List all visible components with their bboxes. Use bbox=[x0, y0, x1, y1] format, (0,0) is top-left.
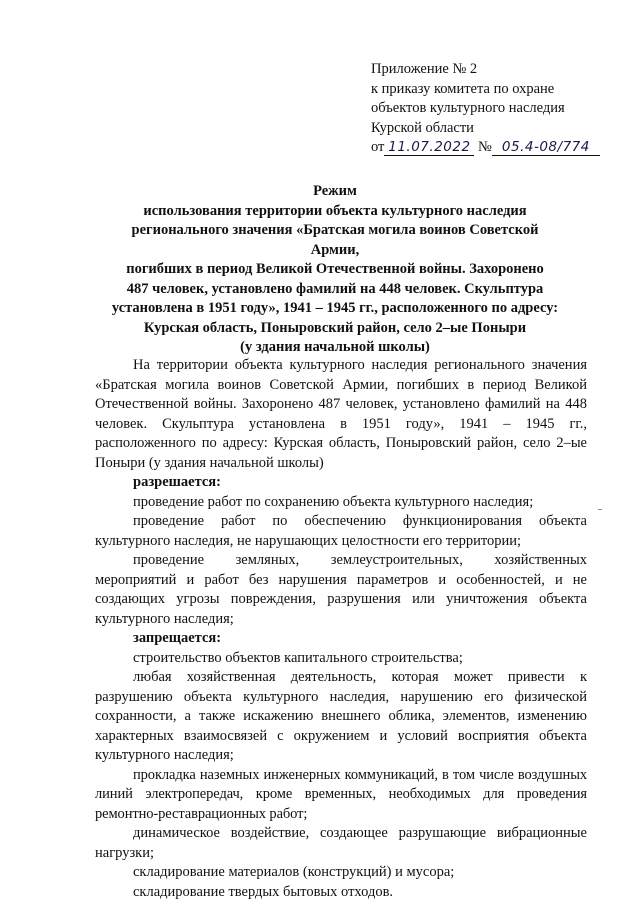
from-label: от bbox=[371, 139, 385, 155]
region-name: Курской области bbox=[371, 119, 474, 136]
title-line: Режим bbox=[313, 183, 357, 199]
document-title bbox=[110, 182, 560, 358]
order-reference: к приказу комитета по охране bbox=[371, 80, 555, 97]
title-line: установлена в 1951 году», 1941 – 1945 гг., расположенного по адресу: bbox=[111, 300, 559, 316]
title-line: (у здания начальной школы) bbox=[240, 339, 430, 355]
forbidden-item: динамическое воздействие, создающее разрушающие вибрационные нагрузки; bbox=[95, 825, 587, 861]
order-date-number bbox=[371, 138, 631, 158]
handwritten-number: 05.4-08/774 bbox=[501, 139, 590, 155]
forbidden-item: складирование твердых бытовых отходов. bbox=[133, 883, 394, 900]
allowed-item: проведение работ по сохранению объекта культурного наследия; bbox=[133, 493, 534, 510]
forbidden-item: складирование материалов (конструкций) и мусора; bbox=[133, 864, 455, 880]
forbidden-item: прокладка наземных инженерных коммуникаций, в том числе воздушных линий электропередач, кроме временных, необходимых для проведения ремонтно-реставрационных работ; bbox=[95, 766, 587, 822]
allowed-heading: разрешается: bbox=[133, 474, 221, 490]
appendix-header bbox=[371, 60, 631, 158]
committee-name: объектов культурного наследия bbox=[371, 100, 565, 116]
title-line: Курская область, Поныровский район, село 2–ые Поныри bbox=[143, 319, 527, 336]
order-number-field bbox=[492, 140, 600, 156]
title-line: регионального значения «Братская могила воинов Советской Армии, bbox=[131, 222, 539, 258]
number-sign: № bbox=[478, 139, 492, 155]
scan-mark bbox=[598, 509, 602, 510]
document-body bbox=[95, 356, 587, 902]
appendix-number: Приложение № 2 bbox=[371, 61, 478, 77]
allowed-item: проведение земляных, землеустроительных, хозяйственных мероприятий и работ без нарушения параметров и особенностей, и не создающих угрозы повреждения, разрушения или уничтожения объекта культурного наследия; bbox=[95, 552, 587, 627]
title-line: погибших в период Великой Отечественной войны. Захоронено bbox=[126, 261, 544, 277]
title-line: 487 человек, установлено фамилий на 448 человек. Скульптура bbox=[126, 280, 544, 297]
forbidden-heading: запрещается: bbox=[133, 630, 222, 646]
handwritten-date: 11.07.2022 bbox=[388, 139, 471, 155]
title-line: использования территории объекта культурного наследия bbox=[143, 202, 527, 219]
allowed-item: проведение работ по обеспечению функционирования объекта культурного наследия, не нарушающих целостности его территории; bbox=[95, 513, 587, 549]
order-date-field bbox=[384, 140, 474, 156]
forbidden-item: строительство объектов капитального строительства; bbox=[133, 649, 463, 666]
forbidden-item: любая хозяйственная деятельность, которая может привести к разрушению объекта культурного наследия, нарушению его физической сохранности, а также искажению внешнего облика, элементов, изменению характерных взаимосвязей с окружением и условий восприятия объекта культурного наследия; bbox=[95, 669, 587, 763]
intro-paragraph: На территории объекта культурного наследия регионального значения «Братская могила воинов Советской Армии, погибших в период Великой Отечественной войны. Захоронено 487 человек, установлено фамилий на 448 человек. Скульптура установлена в 1951 году», 1941 – 1945 гг., расположенного по адресу: Курская область, Поныровский район, село 2–ые Поныри (у здания начальной школы) bbox=[95, 357, 587, 471]
